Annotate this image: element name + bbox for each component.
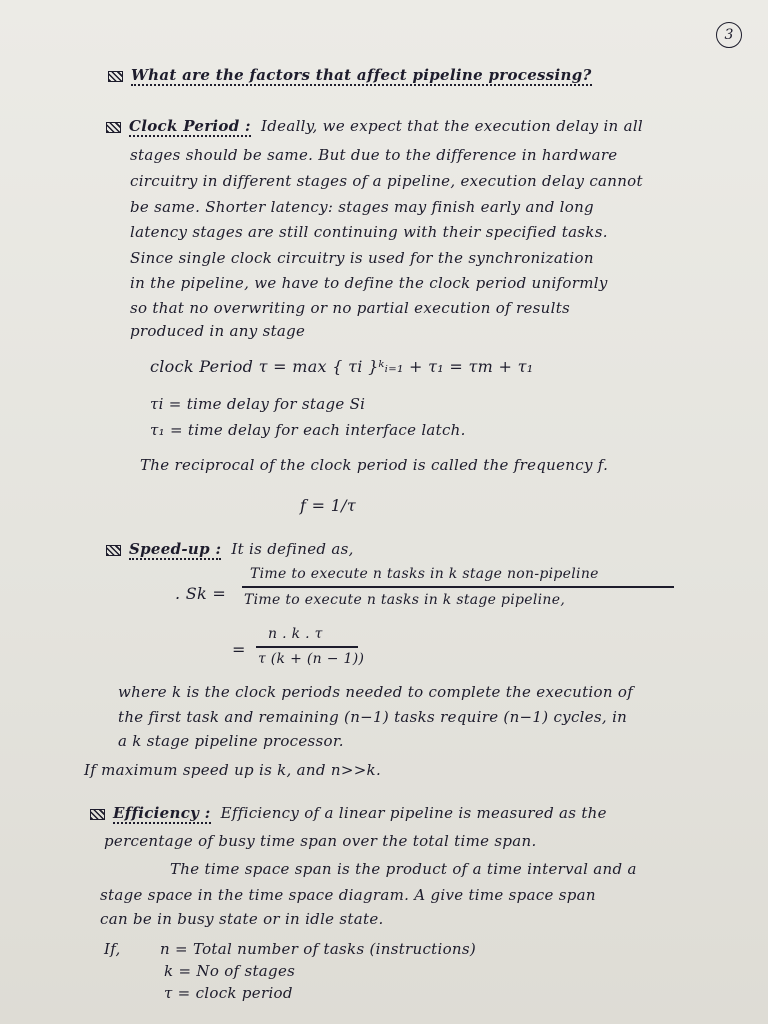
text-line: can be in busy state or in idle state. (100, 910, 384, 928)
bullet-box-icon (90, 809, 105, 820)
speedup-lhs: . Sk = (175, 584, 227, 603)
text-line: produced in any stage (130, 322, 306, 340)
bullet-box-icon (106, 545, 121, 556)
fraction-bar (242, 586, 674, 588)
text-line: where k is the clock periods needed to complete the execution of (118, 683, 634, 701)
text-line: The time space span is the product of a time interval and a (170, 860, 637, 878)
page-title (108, 66, 592, 84)
title-text: What are the factors that affect pipeline processing? (131, 66, 592, 84)
maximum-speedup-text: If maximum speed up is k, and n>>k. (84, 761, 382, 779)
text-line: percentage of busy time span over the total time span. (104, 832, 537, 850)
speedup-intro: It is defined as, (231, 540, 354, 558)
text-line: stages should be same. But due to the difference in hardware (130, 146, 618, 164)
definition-n: n = Total number of tasks (instructions) (160, 940, 477, 958)
frequency-formula: f = 1/τ (300, 496, 357, 515)
speedup-numerator-2: n . k . τ (268, 626, 323, 642)
text-line: a k stage pipeline processor. (118, 732, 344, 750)
text-line: Efficiency of a linear pipeline is measured as the (220, 804, 607, 822)
definition-k: k = No of stages (164, 962, 296, 980)
speedup-numerator: Time to execute n tasks in k stage non-pipeline (250, 566, 599, 582)
speedup-denominator: Time to execute n tasks in k stage pipeline, (244, 592, 566, 608)
text-line: circuitry in different stages of a pipeline, execution delay cannot (130, 172, 643, 190)
reciprocal-text: The reciprocal of the clock period is called the frequency f. (140, 456, 609, 474)
text-line: stage space in the time space diagram. A give time space span (100, 886, 596, 904)
text-line: latency stages are still continuing with their specified tasks. (130, 223, 608, 241)
speedup-label: Speed-up : (129, 540, 222, 558)
definition-tau-1: τ₁ = time delay for each interface latch. (150, 421, 466, 439)
clock-period-label: Clock Period : (129, 117, 251, 135)
speedup-heading-line (106, 540, 354, 558)
fraction-bar (256, 646, 358, 648)
clock-period-formula: clock Period τ = max { τi }ᵏᵢ₌₁ + τ₁ = τm + τ₁ (150, 357, 534, 376)
efficiency-heading-line (90, 804, 607, 822)
text-line: the first task and remaining (n−1) tasks require (n−1) cycles, in (118, 708, 628, 726)
text-line: be same. Shorter latency: stages may finish early and long (130, 198, 594, 216)
speedup-denominator-2: τ (k + (n − 1)) (258, 651, 365, 667)
definition-tau: τ = clock period (164, 984, 293, 1002)
page-number: 3 (716, 22, 742, 48)
text-line: Since single clock circuitry is used for the synchronization (130, 249, 594, 267)
clock-period-line-1 (106, 117, 643, 135)
text-line: in the pipeline, we have to define the clock period uniformly (130, 274, 608, 292)
definition-tau-i: τi = time delay for stage Si (150, 395, 366, 413)
speedup-equals: = (232, 640, 246, 659)
bullet-box-icon (106, 122, 121, 133)
bullet-box-icon (108, 71, 123, 82)
efficiency-label: Efficiency : (113, 804, 211, 822)
text-line: Ideally, we expect that the execution delay in all (261, 117, 644, 135)
text-line: so that no overwriting or no partial execution of results (130, 299, 571, 317)
if-label: If, (104, 940, 121, 958)
